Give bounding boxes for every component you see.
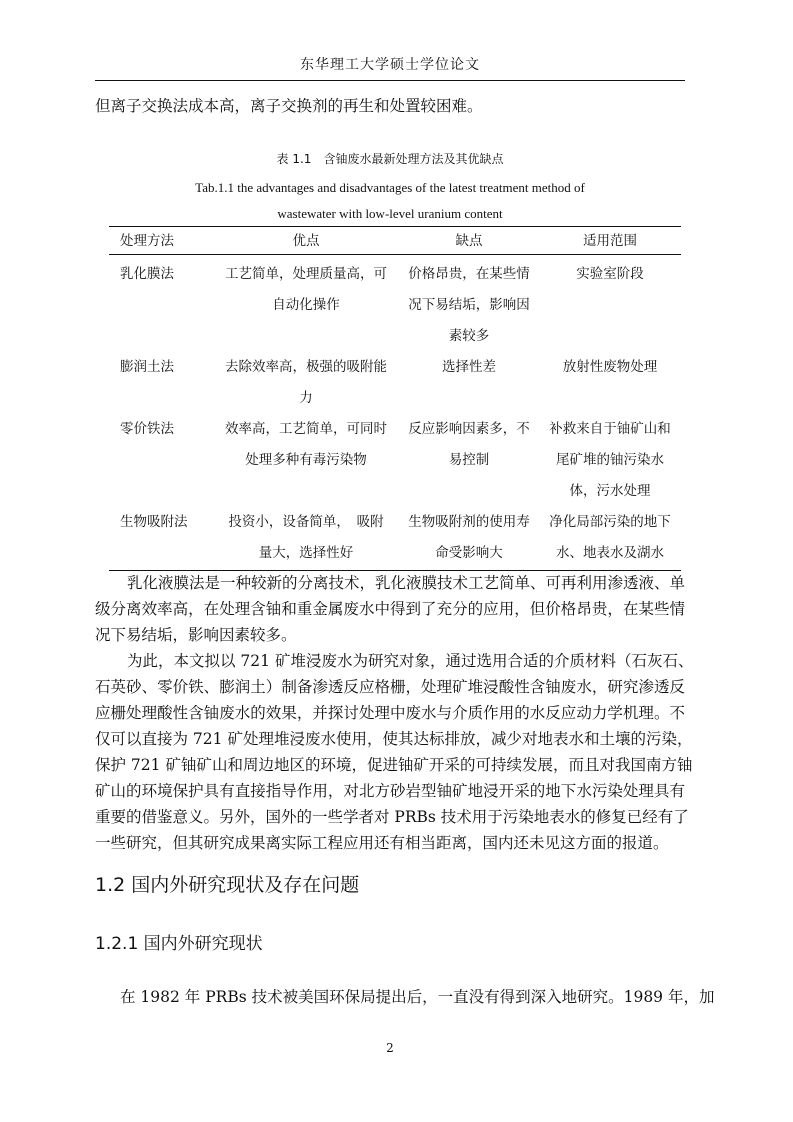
paragraph-line: 应栅处理酸性含铀废水的效果，并探讨处理中废水与介质作用的水反应动力学机理。不	[95, 704, 685, 722]
intro-line: 但离子交换法成本高，离子交换剂的再生和处置较困难。	[95, 97, 483, 115]
cell-method: 零价铁法	[120, 421, 174, 437]
cell-advantages	[220, 352, 392, 414]
section-heading-1-2: 1.2 国内外研究现状及存在问题	[95, 874, 360, 896]
cell-advantages	[220, 259, 392, 321]
cell-scope	[544, 352, 676, 383]
cell-disadvantages	[402, 507, 536, 569]
cell-line: 放射性废物处理	[562, 359, 658, 375]
cell-line: 效率高，工艺简单，可同时	[225, 421, 387, 437]
cell-line: 生物吸附剂的使用寿	[408, 514, 530, 530]
cell-line: 选择性差	[442, 359, 496, 375]
cell-line: 量大，选择性好	[258, 545, 354, 561]
cell-line: 况下易结垢，影响因	[408, 297, 530, 313]
cell-line: 易控制	[448, 452, 490, 468]
table-rule-bottom	[109, 570, 681, 571]
cell-advantages	[220, 507, 392, 569]
cell-line: 去除效率高，极强的吸附能	[225, 359, 387, 375]
cell-disadvantages	[402, 414, 536, 476]
cell-line: 价格昂贵，在某些情	[408, 266, 530, 282]
table-rule-top	[109, 226, 681, 227]
paragraph-line: 为此，本文拟以 721 矿堆浸废水为研究对象，通过选用合适的介质材料（石灰石、	[127, 652, 694, 670]
table-header-advantages: 优点	[292, 233, 320, 249]
cell-line: 处理多种有毒污染物	[245, 452, 367, 468]
section-heading-1-2-1: 1.2.1 国内外研究现状	[95, 934, 263, 954]
cell-scope	[544, 507, 676, 569]
cell-line: 实验室阶段	[576, 266, 644, 282]
cell-line: 补救来自于铀矿山和	[549, 421, 671, 437]
cell-scope	[544, 414, 676, 507]
paragraph-line: 在 1982 年 PRBs 技术被美国环保局提出后，一直没有得到深入地研究。1989 年，加	[120, 988, 715, 1006]
cell-line: 反应影响因素多，不	[408, 421, 530, 437]
cell-line: 水、地表水及湖水	[556, 545, 664, 561]
paragraph-line: 级分离效率高，在处理含铀和重金属废水中得到了充分的应用，但价格昂贵，在某些情	[95, 600, 685, 618]
table-header-scope: 适用范围	[583, 233, 637, 249]
header-rule	[95, 80, 685, 81]
cell-line: 尾矿堆的铀污染水	[556, 452, 664, 468]
cell-disadvantages	[402, 352, 536, 383]
cell-line: 投资小，设备简单， 吸附	[228, 514, 384, 530]
cell-line: 命受影响大	[435, 545, 503, 561]
table-header-disadvantages: 缺点	[455, 233, 483, 249]
cell-line: 力	[299, 390, 313, 406]
cell-line: 工艺简单，处理质量高，可	[225, 266, 387, 282]
paragraph-line: 保护 721 矿铀矿山和周边地区的环境，促进铀矿开采的可持续发展，而且对我国南方铀	[95, 756, 693, 774]
paragraph-line: 仅可以直接为 721 矿处理堆浸废水使用，使其达标排放，减少对地表水和土壤的污染，	[95, 730, 693, 748]
cell-line: 素较多	[448, 328, 490, 344]
paragraph-line: 石英砂、零价铁、膨润土）制备渗透反应格栅，处理矿堆浸酸性含铀废水，研究渗透反	[95, 678, 685, 696]
cell-disadvantages	[402, 259, 536, 352]
table-caption-cn: 表 1.1 含铀废水最新处理方法及其优缺点	[276, 152, 504, 166]
cell-line: 净化局部污染的地下	[549, 514, 671, 530]
paragraph-line: 矿山的环境保护具有直接指导作用，对北方砂岩型铀矿地浸开采的地下水污染处理具有	[95, 782, 685, 800]
page-header: 东华理工大学硕士学位论文	[300, 57, 480, 73]
paragraph-line: 一些研究，但其研究成果离实际工程应用还有相当距离，国内还未见这方面的报道。	[95, 834, 669, 852]
page-number: 2	[386, 1041, 394, 1055]
cell-scope	[544, 259, 676, 290]
cell-advantages	[220, 414, 392, 476]
table-header-method: 处理方法	[120, 233, 174, 249]
cell-line: 体，污水处理	[569, 483, 651, 499]
cell-method: 乳化膜法	[120, 266, 174, 282]
cell-line: 自动化操作	[272, 297, 340, 313]
paragraph-line: 乳化液膜法是一种较新的分离技术，乳化液膜技术工艺简单、可再利用渗透液、单	[127, 574, 686, 592]
table-caption-en-line2: wastewater with low-level uranium content	[277, 206, 503, 221]
cell-method: 膨润土法	[120, 359, 174, 375]
cell-method: 生物吸附法	[120, 514, 188, 530]
table-caption-en-line1: Tab.1.1 the advantages and disadvantages of the latest treatment method of	[195, 180, 585, 195]
paragraph-line: 重要的借鉴意义。另外，国外的一些学者对 PRBs 技术用于污染地表水的修复已经有了	[95, 808, 689, 826]
paragraph-line: 况下易结垢，影响因素较多。	[95, 626, 297, 644]
table-rule-mid	[109, 254, 681, 255]
